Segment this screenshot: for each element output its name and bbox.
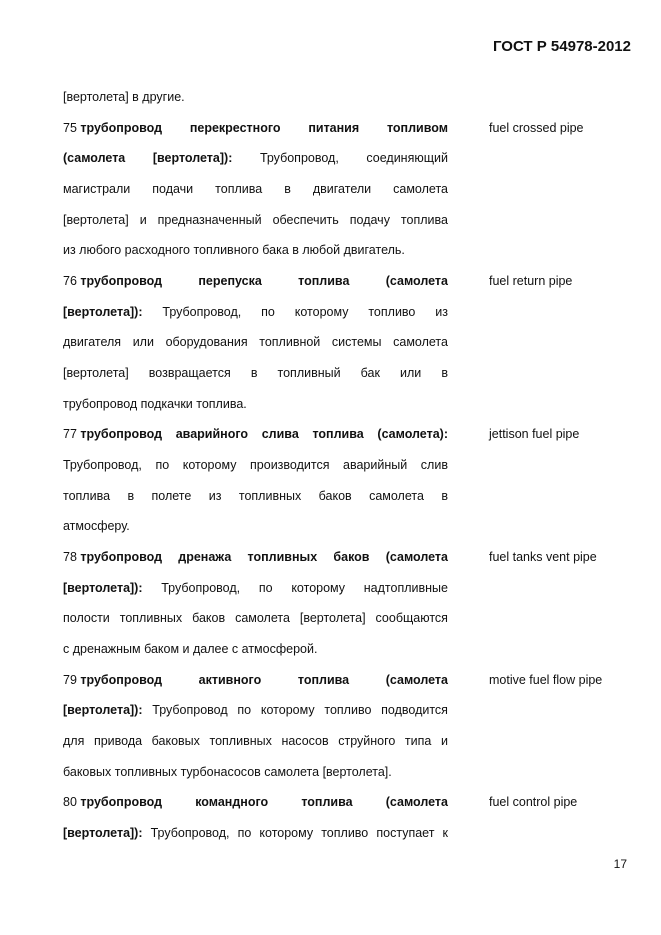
term-word: сообщаются [375,611,448,626]
term-word: топлива [312,427,364,442]
term-word: аварийный [343,457,408,472]
term-word: по [237,825,252,840]
continuation-line: [вертолета] в другие. [63,90,185,104]
term-word: [вертолета] [63,212,129,227]
term-word: дренажа [178,549,232,564]
term-word: (самолета): [377,427,448,442]
term-word: (самолета [385,549,448,564]
term-word: самолета [393,335,448,350]
term-word: насосов [281,733,329,748]
term-line [63,212,448,228]
term-word: полости [63,611,110,626]
term-line [63,702,448,718]
term-word: оборудования [165,335,248,350]
term-line [63,580,448,596]
term-word: бак [360,365,380,380]
term-number: 80 [63,795,81,810]
term-word: 78 трубопровод [63,549,163,564]
term-word: баков [333,549,370,564]
term-word: в [441,488,448,503]
term-word: [вертолета] [63,365,129,380]
term-word: к [442,825,448,840]
term-word: топливный [277,365,341,380]
english-equivalent: fuel control pipe [489,795,578,810]
term-line [63,304,448,320]
term-word: самолета [369,488,424,503]
term-word: топливных [209,733,272,748]
term-word: 76 трубопровод [63,273,163,288]
term-word: 80 трубопровод [63,795,163,810]
term-word: топлива [400,212,448,227]
term-word: подводится [381,703,448,718]
term-word: баков [192,611,226,626]
term-word: Трубопровод, [63,457,142,472]
term-line [63,273,448,289]
term-word: подачи [152,181,194,196]
term-word: в [284,181,291,196]
term-word: самолета [393,181,448,196]
term-line [63,794,448,810]
term-word: надтопливные [363,580,448,595]
term-line: трубопровод подкачки топлива. [63,396,247,411]
term-word: по [258,580,273,595]
term-word: баков [318,488,352,503]
term-word: полете [151,488,192,503]
term-word: (самолета [385,672,448,687]
term-word: по [261,304,275,319]
term-word: в [441,365,448,380]
english-equivalent: fuel return pipe [489,273,573,288]
term-word: [вертолета]): [63,580,143,595]
term-word: по [237,703,252,718]
term-line [63,120,448,136]
term-word: в [127,488,135,503]
term-word: топливом [386,120,448,135]
term-word: двигателя [63,335,122,350]
document-header: ГОСТ Р 54978-2012 [492,38,631,55]
term-word: Трубопровод, [259,151,339,166]
term-line [63,488,448,504]
term-word: топливных [238,488,302,503]
term-word: Трубопровод, [161,580,241,595]
term-word: 79 трубопровод [63,672,163,687]
term-word: для [63,733,85,748]
term-line [63,457,448,473]
term-number: 77 [63,427,81,442]
term-word: питания [308,120,360,135]
term-word: 75 трубопровод [63,120,163,135]
term-word: топливных [247,549,318,564]
term-line: с дренажным баком и далее с атмосферой. [63,641,318,656]
term-line [63,426,448,442]
term-word: в [250,365,258,380]
term-line: атмосферу. [63,519,130,534]
term-word: или [400,365,422,380]
term-number: 76 [63,273,81,288]
term-word: топливо [368,304,416,319]
term-word: поступает [376,825,435,840]
term-word: аварийного [175,427,249,442]
term-word: топливо [321,825,369,840]
term-word: активного [198,672,262,687]
term-line [63,825,448,841]
term-word: перекрестного [189,120,281,135]
term-word: топливных [119,611,183,626]
term-word: подачу [349,212,390,227]
term-word: (самолета [385,273,448,288]
term-line [63,181,448,197]
term-word: струйного [338,733,396,748]
term-word: Трубопровод [152,703,228,718]
term-word: системы [331,335,382,350]
term-word: по [155,457,170,472]
term-word: типа [404,733,432,748]
term-line [63,610,448,626]
term-word: [вертолета]): [63,304,143,319]
term-word: [вертолета]): [63,825,143,840]
term-word: самолета [235,611,290,626]
term-word: перепуска [198,273,262,288]
term-word: привода [93,733,143,748]
term-word: топлива [297,672,350,687]
term-line [63,365,448,381]
term-line [63,549,448,565]
term-word: (самолета [63,151,126,166]
term-word: (самолета [385,795,448,810]
term-word: которому [182,457,237,472]
term-word: производится [250,457,330,472]
term-word: и [139,212,147,227]
term-number: 79 [63,672,81,687]
term-word: топливной [259,335,321,350]
term-word: двигатели [312,181,372,196]
term-word: которому [291,580,346,595]
term-line [63,334,448,350]
term-word: магистрали [63,181,131,196]
term-word: слива [261,427,299,442]
term-word: топлива [301,795,353,810]
term-word: слив [420,457,448,472]
term-number: 75 [63,120,81,135]
term-word: [вертолета]): [63,703,143,718]
term-word: соединяющий [366,151,448,166]
term-word: топлива [63,488,111,503]
term-word: из [208,488,222,503]
page-number: 17 [613,857,627,871]
english-equivalent: jettison fuel pipe [489,427,580,442]
term-word: топлива [215,181,263,196]
term-word: Трубопровод, [162,304,242,319]
term-word: Трубопровод, [150,825,230,840]
term-word: из [435,304,448,319]
term-word: [вертолета]): [152,151,233,166]
english-equivalent: fuel crossed pipe [489,120,584,135]
english-equivalent: fuel tanks vent pipe [489,549,597,564]
term-word: [вертолета] [299,611,366,626]
term-word: топливо [324,703,372,718]
term-line: баковых топливных турбонасосов самолета [вертолета]. [63,764,392,779]
term-line: из любого расходного топливного бака в любой двигатель. [63,243,405,258]
english-equivalent: motive fuel flow pipe [489,672,603,687]
term-word: баковых [151,733,200,748]
term-word: командного [195,795,269,810]
term-word: предназначенный [157,212,262,227]
term-number: 78 [63,549,81,564]
term-word: которому [294,304,349,319]
term-line [63,150,448,166]
term-word: которому [260,703,315,718]
term-line [63,672,448,688]
term-word: которому [259,825,314,840]
term-word: топлива [298,273,350,288]
term-word: возвращается [148,365,231,380]
term-line [63,733,448,749]
term-word: 77 трубопровод [63,427,163,442]
term-word: или [132,335,154,350]
term-word: и [440,733,448,748]
term-word: обеспечить [272,212,339,227]
